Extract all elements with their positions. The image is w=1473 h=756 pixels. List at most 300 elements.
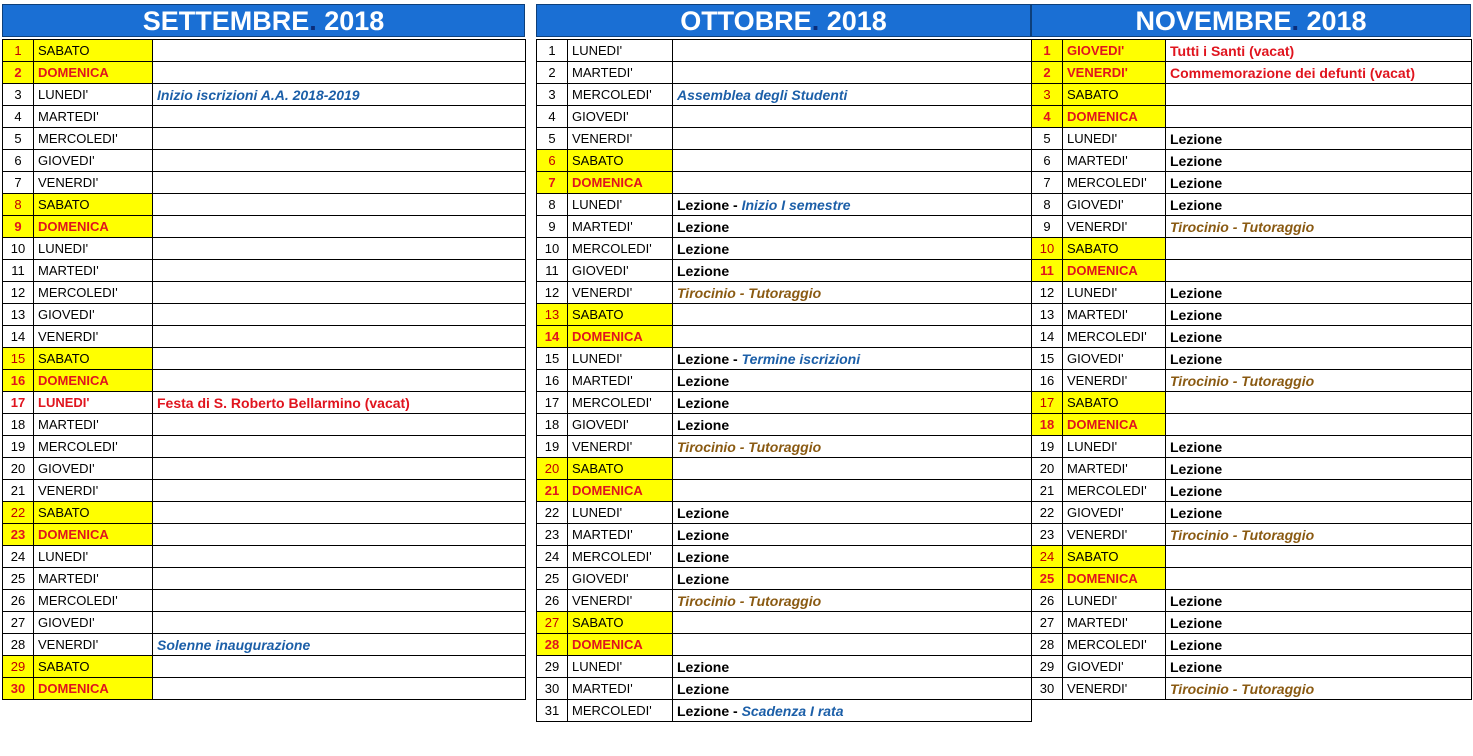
event-cell: [673, 238, 1032, 260]
day-number: 24: [537, 546, 568, 568]
day-number: 29: [3, 656, 34, 678]
event-text: Lezione: [677, 416, 730, 433]
weekday-name: GIOVEDI': [34, 304, 153, 326]
day-number: 12: [537, 282, 568, 304]
event-text: Lezione: [1170, 504, 1223, 521]
event-text: Tutti i Santi (vacat): [1170, 42, 1295, 59]
event-text: Inizio iscrizioni A.A. 2018-2019: [157, 86, 360, 103]
event-cell: [153, 260, 526, 282]
event-cell: [153, 40, 526, 62]
day-number: 17: [1032, 392, 1063, 414]
day-number: 25: [3, 568, 34, 590]
day-number: 8: [1032, 194, 1063, 216]
event-cell: [153, 502, 526, 524]
day-row: [1032, 260, 1472, 282]
event-cell: [673, 216, 1032, 238]
day-row: [1032, 40, 1472, 62]
day-number: 21: [3, 480, 34, 502]
weekday-name: MARTEDI': [34, 106, 153, 128]
event-cell: [153, 634, 526, 656]
event-text: Lezione: [1170, 482, 1223, 499]
day-number: 3: [537, 84, 568, 106]
event-cell: [153, 216, 526, 238]
weekday-name: LUNEDI': [568, 656, 673, 678]
day-number: 30: [537, 678, 568, 700]
event-cell: [1166, 194, 1472, 216]
weekday-name: MERCOLEDI': [1063, 480, 1166, 502]
month-year: 2018: [826, 6, 887, 36]
event-cell: [673, 40, 1032, 62]
day-number: 18: [1032, 414, 1063, 436]
weekday-name: GIOVEDI': [568, 260, 673, 282]
event-text: Lezione: [677, 262, 730, 279]
day-number: 2: [1032, 62, 1063, 84]
weekday-name: VENERDI': [34, 326, 153, 348]
day-number: 6: [537, 150, 568, 172]
event-cell: [673, 326, 1032, 348]
event-cell: [1166, 216, 1472, 238]
weekday-name: MARTEDI': [568, 370, 673, 392]
event-cell: [673, 612, 1032, 634]
day-row: [537, 524, 1032, 546]
event-text: Lezione: [1170, 438, 1223, 455]
event-cell: [153, 304, 526, 326]
event-cell: [153, 590, 526, 612]
weekday-name: SABATO: [34, 194, 153, 216]
day-number: 3: [1032, 84, 1063, 106]
weekday-name: GIOVEDI': [34, 612, 153, 634]
event-cell: [673, 282, 1032, 304]
weekday-name: DOMENICA: [568, 480, 673, 502]
day-row: [1032, 414, 1472, 436]
event-cell: [673, 106, 1032, 128]
day-number: 2: [3, 62, 34, 84]
day-number: 3: [3, 84, 34, 106]
day-row: [537, 326, 1032, 348]
day-number: 30: [3, 678, 34, 700]
weekday-name: GIOVEDI': [34, 150, 153, 172]
day-row: [3, 458, 526, 480]
event-cell: [153, 656, 526, 678]
event-text: Lezione: [677, 394, 730, 411]
day-row: [1032, 656, 1472, 678]
day-row: [1032, 524, 1472, 546]
event-text: Lezione: [1170, 130, 1223, 147]
day-row: [3, 326, 526, 348]
weekday-name: LUNEDI': [568, 194, 673, 216]
day-row: [3, 436, 526, 458]
event-cell: [1166, 326, 1472, 348]
event-text: Lezione: [677, 504, 730, 521]
day-number: 7: [537, 172, 568, 194]
day-row: [537, 282, 1032, 304]
weekday-name: LUNEDI': [34, 392, 153, 414]
weekday-name: MERCOLEDI': [34, 590, 153, 612]
event-cell: [673, 62, 1032, 84]
event-cell: [153, 524, 526, 546]
weekday-name: MARTEDI': [1063, 458, 1166, 480]
day-number: 29: [537, 656, 568, 678]
day-row: [537, 634, 1032, 656]
event-cell: [673, 634, 1032, 656]
month-settembre: [2, 4, 526, 700]
day-row: [1032, 502, 1472, 524]
day-number: 8: [3, 194, 34, 216]
day-row: [537, 546, 1032, 568]
weekday-name: LUNEDI': [568, 348, 673, 370]
event-text: Lezione: [1170, 636, 1223, 653]
day-row: [3, 392, 526, 414]
day-row: [3, 238, 526, 260]
month-year: 2018: [1306, 6, 1367, 36]
day-number: 4: [537, 106, 568, 128]
day-row: [3, 678, 526, 700]
event-cell: [673, 700, 1032, 722]
weekday-name: GIOVEDI': [34, 458, 153, 480]
day-number: 10: [1032, 238, 1063, 260]
event-cell: [1166, 612, 1472, 634]
weekday-name: VENERDI': [1063, 62, 1166, 84]
event-cell: [153, 150, 526, 172]
event-text: Lezione: [677, 240, 730, 257]
event-cell: [153, 414, 526, 436]
event-text: Scadenza I rata: [741, 702, 844, 719]
day-number: 26: [537, 590, 568, 612]
weekday-name: DOMENICA: [34, 62, 153, 84]
day-row: [1032, 348, 1472, 370]
event-text: Festa di S. Roberto Bellarmino (vacat): [157, 394, 410, 411]
weekday-name: VENERDI': [34, 480, 153, 502]
event-text: Lezione: [677, 680, 730, 697]
day-number: 10: [537, 238, 568, 260]
weekday-name: VENERDI': [34, 172, 153, 194]
event-cell: [1166, 40, 1472, 62]
event-cell: [153, 370, 526, 392]
event-cell: [673, 656, 1032, 678]
day-row: [3, 128, 526, 150]
weekday-name: DOMENICA: [1063, 106, 1166, 128]
weekday-name: SABATO: [1063, 238, 1166, 260]
event-text: Tirocinio - Tutoraggio: [677, 284, 822, 301]
day-row: [1032, 458, 1472, 480]
event-cell: [1166, 370, 1472, 392]
event-cell: [673, 502, 1032, 524]
day-number: 17: [537, 392, 568, 414]
day-number: 15: [3, 348, 34, 370]
event-text: Lezione -: [677, 196, 742, 213]
event-text: Lezione: [1170, 152, 1223, 169]
event-text: Tirocinio - Tutoraggio: [677, 592, 822, 609]
day-number: 11: [3, 260, 34, 282]
day-row: [1032, 436, 1472, 458]
day-row: [537, 40, 1032, 62]
weekday-name: DOMENICA: [34, 524, 153, 546]
event-cell: [153, 568, 526, 590]
day-number: 22: [3, 502, 34, 524]
event-text: Lezione: [677, 658, 730, 675]
day-number: 9: [1032, 216, 1063, 238]
day-row: [3, 612, 526, 634]
day-row: [537, 348, 1032, 370]
weekday-name: MARTEDI': [568, 62, 673, 84]
day-number: 4: [3, 106, 34, 128]
weekday-name: SABATO: [34, 502, 153, 524]
calendar-table: [536, 39, 1032, 722]
event-text: Tirocinio - Tutoraggio: [1170, 372, 1315, 389]
day-row: [537, 194, 1032, 216]
day-number: 17: [3, 392, 34, 414]
event-cell: [673, 480, 1032, 502]
weekday-name: DOMENICA: [1063, 568, 1166, 590]
weekday-name: MARTEDI': [34, 414, 153, 436]
day-row: [1032, 370, 1472, 392]
event-cell: [153, 128, 526, 150]
day-number: 5: [1032, 128, 1063, 150]
day-number: 5: [3, 128, 34, 150]
weekday-name: SABATO: [1063, 84, 1166, 106]
day-number: 1: [1032, 40, 1063, 62]
event-text: Tirocinio - Tutoraggio: [1170, 218, 1315, 235]
weekday-name: GIOVEDI': [1063, 348, 1166, 370]
day-number: 26: [1032, 590, 1063, 612]
day-number: 2: [537, 62, 568, 84]
day-number: 26: [3, 590, 34, 612]
weekday-name: SABATO: [568, 458, 673, 480]
day-number: 6: [3, 150, 34, 172]
day-row: [3, 634, 526, 656]
day-number: 14: [1032, 326, 1063, 348]
event-text: Tirocinio - Tutoraggio: [1170, 680, 1315, 697]
day-row: [537, 678, 1032, 700]
weekday-name: LUNEDI': [34, 84, 153, 106]
day-row: [3, 414, 526, 436]
event-cell: [1166, 348, 1472, 370]
day-row: [3, 502, 526, 524]
day-number: 24: [1032, 546, 1063, 568]
day-row: [1032, 172, 1472, 194]
day-number: 24: [3, 546, 34, 568]
event-cell: [1166, 568, 1472, 590]
event-text: Lezione: [1170, 460, 1223, 477]
event-cell: [1166, 436, 1472, 458]
day-row: [1032, 150, 1472, 172]
day-row: [537, 392, 1032, 414]
event-cell: [153, 348, 526, 370]
event-text: Lezione: [1170, 196, 1223, 213]
day-row: [1032, 238, 1472, 260]
day-number: 18: [3, 414, 34, 436]
day-row: [537, 150, 1032, 172]
event-text: Lezione: [677, 548, 730, 565]
event-text: Lezione: [1170, 592, 1223, 609]
event-text: Lezione -: [677, 350, 742, 367]
event-cell: [153, 84, 526, 106]
event-cell: [1166, 458, 1472, 480]
day-number: 20: [3, 458, 34, 480]
event-cell: [673, 458, 1032, 480]
event-text: Assemblea degli Studenti: [677, 86, 848, 103]
event-cell: [1166, 282, 1472, 304]
weekday-name: GIOVEDI': [568, 414, 673, 436]
weekday-name: VENERDI': [568, 128, 673, 150]
weekday-name: VENERDI': [568, 282, 673, 304]
event-text: Lezione: [677, 526, 730, 543]
day-number: 20: [1032, 458, 1063, 480]
day-row: [1032, 304, 1472, 326]
event-cell: [673, 84, 1032, 106]
day-row: [537, 304, 1032, 326]
day-row: [537, 480, 1032, 502]
event-cell: [1166, 546, 1472, 568]
day-row: [1032, 194, 1472, 216]
day-number: 22: [1032, 502, 1063, 524]
weekday-name: LUNEDI': [568, 40, 673, 62]
day-number: 27: [1032, 612, 1063, 634]
event-cell: [673, 260, 1032, 282]
day-row: [1032, 392, 1472, 414]
weekday-name: GIOVEDI': [1063, 40, 1166, 62]
weekday-name: VENERDI': [1063, 524, 1166, 546]
event-cell: [673, 150, 1032, 172]
event-cell: [1166, 304, 1472, 326]
event-cell: [673, 678, 1032, 700]
event-cell: [153, 480, 526, 502]
weekday-name: SABATO: [568, 612, 673, 634]
month-name: OTTOBRE: [680, 6, 812, 36]
weekday-name: DOMENICA: [34, 216, 153, 238]
weekday-name: DOMENICA: [1063, 414, 1166, 436]
day-row: [3, 590, 526, 612]
day-number: 13: [537, 304, 568, 326]
day-number: 27: [3, 612, 34, 634]
day-row: [3, 216, 526, 238]
weekday-name: MERCOLEDI': [1063, 172, 1166, 194]
day-number: 28: [537, 634, 568, 656]
day-number: 15: [537, 348, 568, 370]
day-row: [1032, 106, 1472, 128]
event-cell: [673, 524, 1032, 546]
day-number: 27: [537, 612, 568, 634]
event-cell: [153, 194, 526, 216]
day-row: [1032, 546, 1472, 568]
day-row: [3, 106, 526, 128]
event-cell: [153, 282, 526, 304]
weekday-name: DOMENICA: [1063, 260, 1166, 282]
day-number: 23: [3, 524, 34, 546]
day-number: 21: [1032, 480, 1063, 502]
weekday-name: SABATO: [34, 40, 153, 62]
day-number: 19: [537, 436, 568, 458]
day-row: [3, 282, 526, 304]
event-cell: [153, 238, 526, 260]
day-number: 13: [3, 304, 34, 326]
event-cell: [153, 458, 526, 480]
event-cell: [673, 392, 1032, 414]
weekday-name: LUNEDI': [1063, 590, 1166, 612]
event-text: Lezione: [1170, 174, 1223, 191]
weekday-name: MARTEDI': [34, 260, 153, 282]
event-cell: [153, 678, 526, 700]
event-cell: [1166, 480, 1472, 502]
day-row: [3, 348, 526, 370]
event-cell: [1166, 502, 1472, 524]
event-cell: [673, 436, 1032, 458]
day-number: 11: [537, 260, 568, 282]
day-row: [537, 458, 1032, 480]
day-number: 30: [1032, 678, 1063, 700]
day-row: [537, 172, 1032, 194]
weekday-name: MERCOLEDI': [1063, 634, 1166, 656]
weekday-name: VENERDI': [34, 634, 153, 656]
weekday-name: MARTEDI': [1063, 612, 1166, 634]
weekday-name: DOMENICA: [568, 172, 673, 194]
event-cell: [1166, 656, 1472, 678]
weekday-name: MARTEDI': [568, 678, 673, 700]
event-cell: [673, 414, 1032, 436]
day-row: [1032, 634, 1472, 656]
day-number: 16: [3, 370, 34, 392]
weekday-name: VENERDI': [568, 436, 673, 458]
event-cell: [673, 304, 1032, 326]
day-row: [537, 612, 1032, 634]
day-number: 12: [1032, 282, 1063, 304]
event-text: Lezione: [1170, 614, 1223, 631]
event-text: Lezione: [677, 570, 730, 587]
day-number: 11: [1032, 260, 1063, 282]
event-cell: [673, 370, 1032, 392]
event-cell: [1166, 414, 1472, 436]
day-row: [3, 84, 526, 106]
day-number: 15: [1032, 348, 1063, 370]
day-number: 9: [3, 216, 34, 238]
day-row: [3, 260, 526, 282]
day-row: [3, 524, 526, 546]
day-number: 6: [1032, 150, 1063, 172]
weekday-name: SABATO: [1063, 546, 1166, 568]
event-cell: [153, 612, 526, 634]
event-cell: [153, 172, 526, 194]
event-text: Lezione -: [677, 702, 742, 719]
day-number: 9: [537, 216, 568, 238]
day-number: 25: [537, 568, 568, 590]
month-header: OTTOBRE. 2018: [536, 4, 1031, 37]
event-text: Lezione: [677, 218, 730, 235]
day-row: [3, 480, 526, 502]
day-number: 10: [3, 238, 34, 260]
event-cell: [153, 392, 526, 414]
day-number: 18: [537, 414, 568, 436]
event-cell: [153, 106, 526, 128]
day-row: [537, 216, 1032, 238]
day-row: [537, 700, 1032, 722]
day-row: [3, 172, 526, 194]
weekday-name: MARTEDI': [568, 524, 673, 546]
day-number: 16: [1032, 370, 1063, 392]
event-text: Lezione: [1170, 284, 1223, 301]
day-row: [1032, 480, 1472, 502]
day-number: 31: [537, 700, 568, 722]
event-cell: [673, 348, 1032, 370]
event-text: Tirocinio - Tutoraggio: [1170, 526, 1315, 543]
day-row: [3, 194, 526, 216]
day-number: 25: [1032, 568, 1063, 590]
month-header: SETTEMBRE. 2018: [2, 4, 525, 37]
day-row: [537, 502, 1032, 524]
event-text: Termine iscrizioni: [741, 350, 861, 367]
day-number: 21: [537, 480, 568, 502]
weekday-name: SABATO: [568, 150, 673, 172]
event-text: Tirocinio - Tutoraggio: [677, 438, 822, 455]
